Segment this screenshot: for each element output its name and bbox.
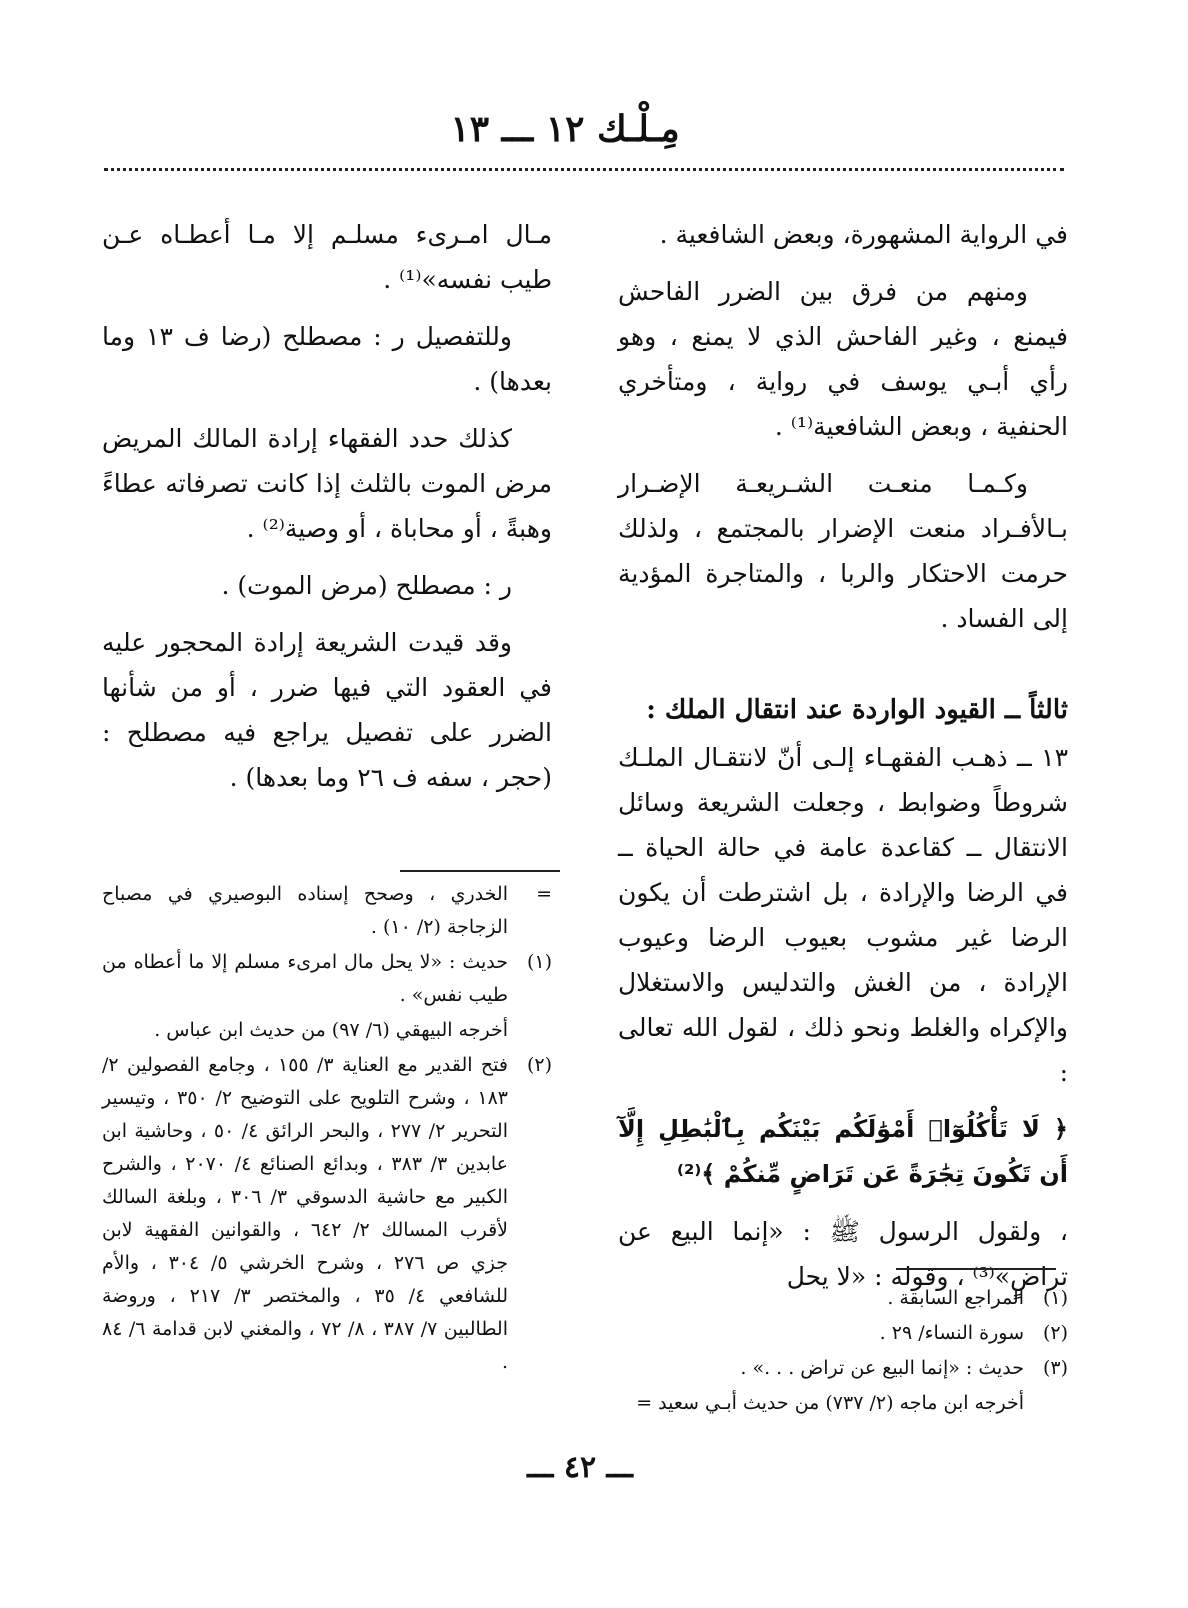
- footnote: [102, 946, 552, 1012]
- paragraph: ، ولقول الرسول ﷺ : «إنما البيع عن تراضٍ»⁽³⁾ ، وقوله : «لا يحل: [618, 1217, 1068, 1291]
- footnote-mark: (٢): [526, 1054, 552, 1076]
- footnote-text: فتح القدير مع العناية ٣/ ١٥٥ ، وجامع الفصولين ٢/ ١٨٣ ، وشرح التلويح على التوضيح ٢/ ٣٥٠ ، وتيسير التحرير ٢/ ٢٧٧ ، والبحر الرائق ٤/ ٥٠ ، وحاشية ابن عابدين ٣/ ٣٨٣ ، وبدائع الصنائع ٤/ ٢٠٧٠ ، والشرح الكبير مع حاشية الدسوقي ٣/ ٣٠٦ ، وبلغة السالك لأقرب المسالك ٢/ ٦٤٢ ، والقوانين الفقهية لابن جزي ص ٢٧٦ ، وشرح الخرشي ٥/ ٣٠٤ ، والأم للشافعي ٤/ ٣٥ ، والمختصر ٣/ ٢١٧ ، وروضة الطالبين ٧/ ٣٨٧ ، ٨/ ٧٢ ، والمغني لابن قدامة ٦/ ٨٤ .: [102, 1054, 509, 1373]
- footnote-source: أخرجه البيهقي (٦/ ٩٧) من حديث ابن عباس .: [154, 1019, 508, 1041]
- section-heading: ثالثاً ــ القيود الواردة عند انتقال الملك :: [646, 695, 1068, 725]
- footnote-mark: (٢): [1042, 1322, 1068, 1344]
- right-column: [618, 212, 1068, 1311]
- footnote-text: سورة النساء/ ٢٩ .: [879, 1322, 1024, 1344]
- footnote: [102, 1049, 552, 1379]
- page-header-title: مِـلْـك ١٢ ـــ ١٣: [450, 108, 680, 150]
- footnote: [102, 878, 552, 944]
- footnote-text: المراجع السابقة .: [887, 1287, 1024, 1309]
- footnote: [618, 1352, 1068, 1385]
- footnote-divider: [400, 870, 560, 872]
- footnote-mark: =: [536, 883, 552, 905]
- paragraph: كذلك حدد الفقهاء إرادة المالك المريض مرض الموت بالثلث إذا كانت تصرفاته عطاءً وهبةً ، أو محاباة ، أو وصية⁽²⁾ .: [102, 424, 552, 543]
- quran-verse: ﴿ لَا تَأْكُلُوٓا۟ أَمْوَٰلَكُم بَيْنَكُم بِٱلْبَٰطِلِ إِلَّآ أَن تَكُونَ تِجَٰرَةً عَن تَرَاضٍ مِّنكُمْ ﴾⁽²⁾: [618, 1115, 1068, 1188]
- footnote-mark: (١): [1042, 1287, 1068, 1309]
- footnotes-left: [102, 878, 552, 1381]
- footnote-mark: (٣): [1042, 1357, 1068, 1379]
- footnote-mark: (١): [526, 951, 552, 973]
- paragraph: وكـمـا منعـت الشـريعـة الإضـرار بـالأفـراد منعت الإضرار بالمجتمع ، ولذلك حرمت الاحتكار والربا ، والمتاجرة المؤدية إلى الفساد .: [618, 469, 1068, 633]
- footnote-divider: [896, 1268, 1056, 1270]
- footnote-text: الخدري ، وصحح إسناده البوصيري في مصباح الزجاجة (٢/ ١٠) .: [102, 883, 508, 938]
- footnote: [618, 1317, 1068, 1350]
- footnotes-right: [618, 1282, 1068, 1422]
- paragraph: وللتفصيل ر : مصطلح (رضا ف ١٣ وما بعدها) .: [102, 322, 552, 396]
- paragraph: ر : مصطلح (مرض الموت) .: [221, 571, 512, 600]
- footnote-source: أخرجه ابن ماجه (٢/ ٧٣٧) من حديث أبـي سعيد =: [636, 1392, 1024, 1414]
- paragraph: وقد قيدت الشريعة إرادة المحجور عليه في العقود التي فيها ضرر ، أو من شأنها الضرر على تفصيل يراجع فيه مصطلح : (حجر ، سفه ف ٢٦ وما بعدها) .: [102, 628, 552, 792]
- footnote: [618, 1282, 1068, 1315]
- header-dotted-divider: [104, 168, 1064, 171]
- paragraph: ومنهم من فرق بين الضرر الفاحش فيمنع ، وغير الفاحش الذي لا يمنع ، وهو رأي أبـي يوسف في رواية ، ومتأخري الحنفية ، وبعض الشافعية⁽¹⁾ .: [618, 277, 1068, 441]
- footnote-text: حديث : «إنما البيع عن تراض . . .» .: [740, 1357, 1024, 1379]
- left-column: [102, 212, 552, 812]
- paragraph: في الرواية المشهورة، وبعض الشافعية .: [659, 220, 1068, 249]
- page-number: ـــ ٤٢ ـــ: [527, 1450, 633, 1485]
- footnote-text: حديث : «لا يحل مال امرىء مسلم إلا ما أعطاه من طيب نفس» .: [102, 951, 508, 1006]
- paragraph: مـال امـرىء مسلـم إلا مـا أعطـاه عـن طيب نفسه»⁽¹⁾ .: [102, 220, 552, 294]
- paragraph: ١٣ ــ ذهـب الفقهـاء إلـى أنّ لانتقـال الملـك شروطاً وضوابط ، وجعلت الشريعة وسائل الانتقال ــ كقاعدة عامة في حالة الحياة ــ في الرضا والإرادة ، بل اشترطت أن يكون الرضا غير مشوب بعيوب الرضا وعيوب الإرادة ، من الغش والتدليس والاستغلال والإكراه والغلط ونحو ذلك ، لقول الله تعالى :: [618, 743, 1068, 1087]
